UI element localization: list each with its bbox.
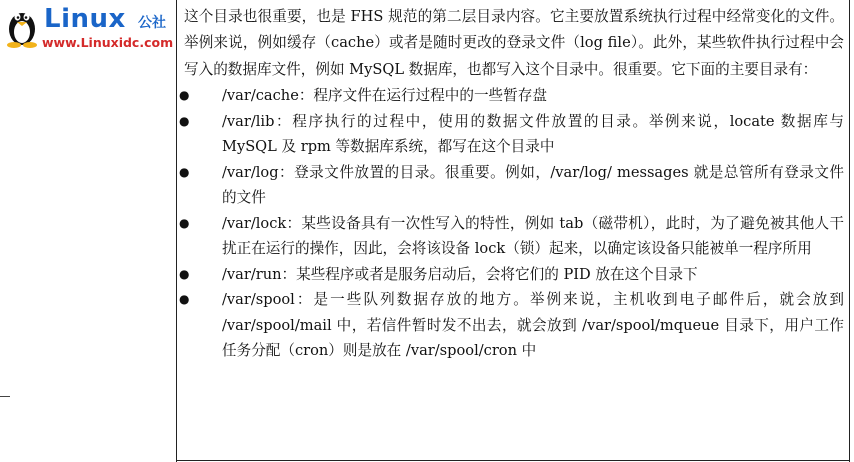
bullet-icon: ●: [179, 215, 190, 230]
list-item-text: /var/run：某些程序或者是服务启动后，会将它们的 PID 放在这个目录下: [222, 265, 698, 283]
tux-penguin-icon: [2, 4, 42, 48]
list-item-text: /var/cache：程序文件在运行过程中的一些暂存盘: [222, 87, 547, 105]
watermark-brand: Linux: [44, 4, 126, 34]
bullet-icon: ●: [179, 164, 190, 179]
bullet-icon: ●: [179, 113, 190, 128]
intro-paragraph: 这个目录也很重要，也是 FHS 规范的第二层目录内容。它主要放置系统执行过程中经常变化的文件。举例来说，例如缓存（cache）或者是随时更改的登录文件（log file）。此外，某些软件执行过程中会写入的数据库文件，例如 MySQL 数据库，也都写入这个目录中。很重要。它下面的主要目录有：: [184, 8, 844, 78]
table-left-border: [176, 0, 177, 462]
list-item: [179, 160, 844, 211]
list-item-text: /var/spool：是一些队列数据存放的地方。举例来说，主机收到电子邮件后，就会放到 /var/spool/mail 中，若信件暂时发不出去，就会放到 /var/spool/mqueue 目录下，用户工作任务分配（cron）则是放在 /var/spool/cron 中: [222, 291, 844, 360]
bullet-icon: ●: [179, 292, 190, 307]
list-item-text: /var/lib：程序执行的过程中，使用的数据文件放置的目录。举例来说，locate 数据库与 MySQL 及 rpm 等数据库系统，都写在这个目录中: [222, 112, 844, 156]
list-item-text: /var/lock：某些设备具有一次性写入的特性，例如 tab（磁带机），此时，为了避免被其他人干扰正在运行的操作，因此，会将该设备 lock（锁）起来，以确定该设备只能被单一程序所用: [222, 214, 844, 258]
table-right-border: [849, 0, 850, 462]
description-cell: [179, 4, 844, 364]
list-item: [179, 211, 844, 262]
watermark-logo: [2, 4, 174, 48]
table-bottom-border: [176, 460, 850, 461]
bullet-icon: ●: [179, 266, 190, 281]
list-item: [179, 83, 844, 109]
watermark-brand-cn: 公社: [138, 15, 166, 31]
list-item: [179, 109, 844, 160]
bullet-icon: ●: [179, 88, 190, 103]
list-item: [179, 287, 844, 364]
subdirectory-list: [179, 83, 844, 364]
list-item-text: /var/log：登录文件放置的目录。很重要。例如，/var/log/ messages 就是总管所有登录文件的文件: [222, 163, 844, 207]
watermark-url: www.Linuxidc.com: [42, 35, 174, 50]
list-item: [179, 262, 844, 288]
margin-tick-mark: [0, 396, 10, 397]
